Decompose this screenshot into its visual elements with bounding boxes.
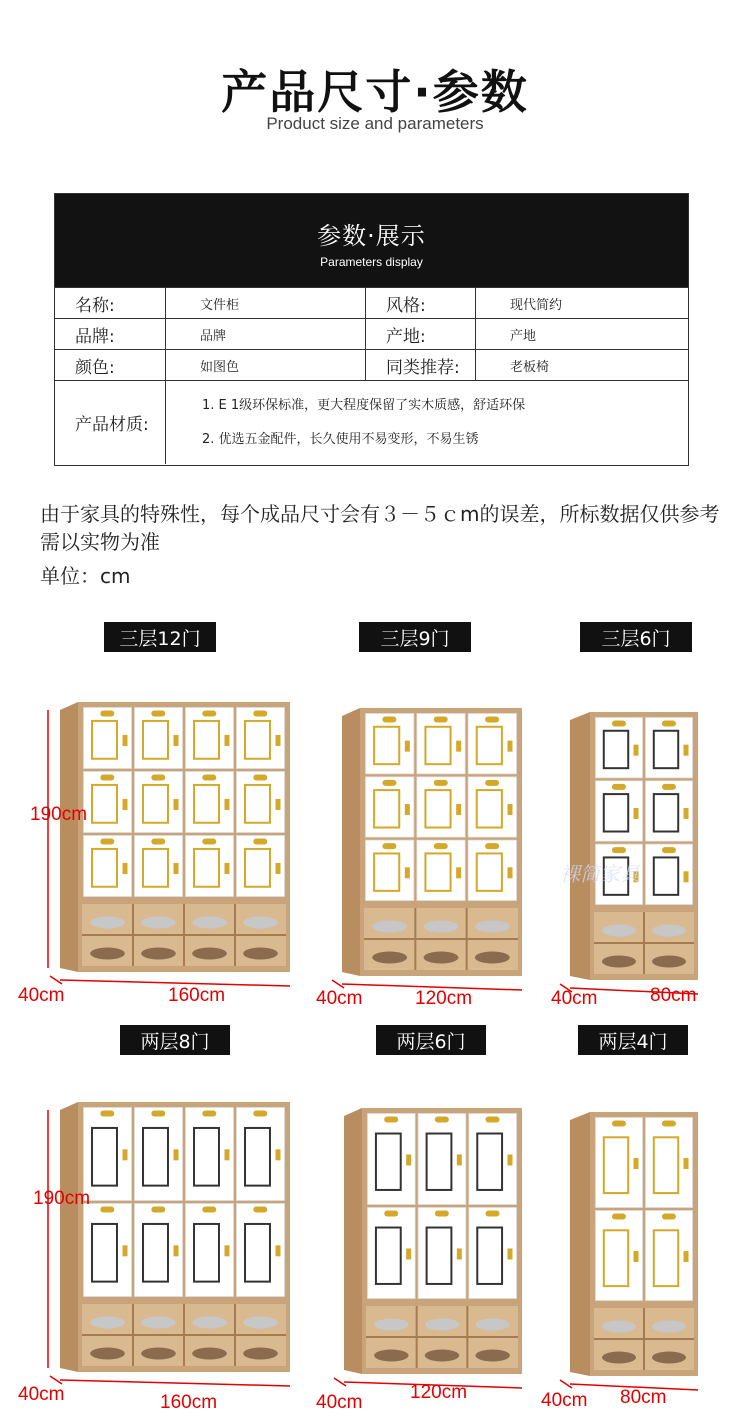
- param-value: 文件柜: [166, 288, 366, 318]
- lock-icon: [508, 741, 513, 752]
- number-plate-icon: [151, 775, 165, 781]
- shoes-icon: [475, 952, 510, 964]
- number-plate-icon: [100, 711, 114, 717]
- parameter-heading-en: Parameters display: [320, 255, 423, 269]
- number-plate-icon: [151, 1207, 165, 1213]
- shoes-icon: [192, 1348, 227, 1360]
- number-plate-icon: [151, 711, 165, 717]
- width-dimension: 120cm: [415, 988, 473, 1009]
- number-plate-icon: [253, 711, 267, 717]
- lock-icon: [457, 1154, 462, 1165]
- shoes-icon: [192, 917, 227, 929]
- number-plate-icon: [202, 1207, 216, 1213]
- lock-icon: [123, 1245, 128, 1256]
- width-dimension: 160cm: [168, 985, 226, 1006]
- number-plate-icon: [435, 1117, 449, 1123]
- number-plate-icon: [151, 839, 165, 845]
- lock-icon: [225, 735, 230, 746]
- param-key: 名称:: [55, 288, 166, 318]
- number-plate-icon: [662, 784, 676, 790]
- cabinet-side-panel: [60, 1102, 78, 1372]
- shoes-icon: [602, 925, 636, 937]
- parameter-heading: 参数·展示: [317, 222, 426, 250]
- number-plate-icon: [434, 717, 448, 723]
- depth-dimension: 40cm: [541, 1390, 588, 1411]
- shoes-icon: [602, 956, 636, 968]
- number-plate-icon: [382, 717, 396, 723]
- page-title: 产品尺寸·参数: [221, 65, 529, 119]
- shoes-icon: [374, 1350, 408, 1362]
- lock-icon: [456, 804, 461, 815]
- shoes-icon: [372, 952, 407, 964]
- depth-dimension: 40cm: [551, 988, 598, 1009]
- unit-label: 单位：cm: [40, 564, 131, 588]
- shoes-icon: [141, 1317, 176, 1329]
- number-plate-icon: [662, 847, 676, 853]
- number-plate-icon: [435, 1211, 449, 1217]
- lock-icon: [174, 863, 179, 874]
- depth-dimension: 40cm: [18, 1384, 65, 1405]
- shoes-icon: [243, 1348, 278, 1360]
- number-plate-icon: [151, 1111, 165, 1117]
- number-plate-icon: [100, 1111, 114, 1117]
- number-plate-icon: [662, 721, 676, 727]
- shoes-icon: [602, 1321, 636, 1333]
- shoes-icon: [475, 1350, 509, 1362]
- param-key: 同类推荐:: [366, 350, 476, 380]
- number-plate-icon: [253, 839, 267, 845]
- shoes-icon: [243, 1317, 278, 1329]
- cabinet-label: 两层8门: [120, 1025, 230, 1055]
- param-value: 现代简约: [510, 297, 563, 313]
- lock-icon: [276, 1149, 281, 1160]
- param-key: 产地:: [366, 319, 476, 349]
- cabinet-label: 三层6门: [580, 622, 692, 652]
- number-plate-icon: [253, 1111, 267, 1117]
- cabinet-side-panel: [570, 1112, 590, 1376]
- shoes-icon: [652, 1321, 686, 1333]
- lock-icon: [634, 1158, 639, 1169]
- shoes-icon: [425, 1350, 459, 1362]
- number-plate-icon: [485, 780, 499, 786]
- lock-icon: [174, 799, 179, 810]
- lock-icon: [456, 867, 461, 878]
- number-plate-icon: [662, 1214, 676, 1220]
- number-plate-icon: [202, 839, 216, 845]
- lock-icon: [508, 867, 513, 878]
- lock-icon: [684, 871, 689, 882]
- param-key: 产品材质:: [55, 381, 166, 464]
- number-plate-icon: [485, 717, 499, 723]
- cabinet-label: 三层12门: [104, 622, 216, 652]
- number-plate-icon: [662, 1121, 676, 1127]
- number-plate-icon: [382, 780, 396, 786]
- shoes-icon: [192, 948, 227, 960]
- shoes-icon: [652, 925, 686, 937]
- shoes-icon: [475, 921, 510, 933]
- lock-icon: [174, 1149, 179, 1160]
- number-plate-icon: [434, 843, 448, 849]
- lock-icon: [684, 1251, 689, 1262]
- lock-icon: [634, 808, 639, 819]
- cabinet-label: 三层9门: [359, 622, 471, 652]
- depth-dimension: 40cm: [316, 1392, 363, 1413]
- number-plate-icon: [612, 721, 626, 727]
- width-dimension-line: [60, 1380, 290, 1386]
- number-plate-icon: [100, 1207, 114, 1213]
- param-key: 颜色:: [55, 350, 166, 380]
- number-plate-icon: [100, 775, 114, 781]
- lock-icon: [684, 808, 689, 819]
- number-plate-icon: [612, 1214, 626, 1220]
- param-value: 产地: [510, 328, 537, 344]
- lock-icon: [406, 1248, 411, 1259]
- depth-dimension: 40cm: [316, 988, 363, 1009]
- number-plate-icon: [253, 775, 267, 781]
- cabinet-side-panel: [60, 702, 78, 972]
- number-plate-icon: [202, 775, 216, 781]
- number-plate-icon: [202, 711, 216, 717]
- number-plate-icon: [486, 1117, 500, 1123]
- number-plate-icon: [384, 1117, 398, 1123]
- number-plate-icon: [384, 1211, 398, 1217]
- number-plate-icon: [485, 843, 499, 849]
- shoes-icon: [90, 917, 125, 929]
- lock-icon: [123, 735, 128, 746]
- lock-icon: [406, 1154, 411, 1165]
- width-dimension: 80cm: [650, 985, 697, 1006]
- cabinet-label: 两层4门: [578, 1025, 688, 1055]
- lock-icon: [456, 741, 461, 752]
- lock-icon: [405, 804, 410, 815]
- lock-icon: [276, 1245, 281, 1256]
- param-value: 老板椅: [510, 359, 550, 375]
- shoes-icon: [141, 1348, 176, 1360]
- depth-dimension: 40cm: [18, 985, 65, 1006]
- cabinet-side-panel: [570, 712, 590, 980]
- number-plate-icon: [382, 843, 396, 849]
- width-dimension: 160cm: [160, 1392, 218, 1413]
- shoes-icon: [424, 952, 459, 964]
- param-key: 风格:: [366, 288, 476, 318]
- number-plate-icon: [100, 839, 114, 845]
- height-dimension: 190cm: [30, 804, 88, 825]
- lock-icon: [508, 804, 513, 815]
- width-dimension: 80cm: [620, 1387, 667, 1408]
- lock-icon: [457, 1248, 462, 1259]
- lock-icon: [123, 1149, 128, 1160]
- shoes-icon: [243, 948, 278, 960]
- shoes-icon: [372, 921, 407, 933]
- lock-icon: [508, 1154, 513, 1165]
- height-dimension: 190cm: [33, 1188, 91, 1209]
- shoes-icon: [141, 948, 176, 960]
- shoes-icon: [602, 1352, 636, 1364]
- number-plate-icon: [253, 1207, 267, 1213]
- cabinet-label: 两层6门: [376, 1025, 486, 1055]
- material-line: 1. E 1级环保标准，更大程度保留了实木质感，舒适环保: [202, 397, 526, 413]
- lock-icon: [405, 867, 410, 878]
- lock-icon: [684, 745, 689, 756]
- shoes-icon: [424, 921, 459, 933]
- lock-icon: [405, 741, 410, 752]
- lock-icon: [276, 735, 281, 746]
- cabinet-side-panel: [342, 708, 360, 976]
- shoes-icon: [243, 917, 278, 929]
- number-plate-icon: [612, 847, 626, 853]
- lock-icon: [123, 863, 128, 874]
- material-line: 2. 优选五金配件，长久使用不易变形，不易生锈: [202, 431, 479, 447]
- watermark: 裸简家具: [560, 862, 640, 886]
- width-dimension: 120cm: [410, 1382, 468, 1403]
- lock-icon: [225, 1149, 230, 1160]
- cabinet-side-panel: [344, 1108, 362, 1374]
- lock-icon: [225, 1245, 230, 1256]
- lock-icon: [174, 735, 179, 746]
- lock-icon: [634, 745, 639, 756]
- param-key: 品牌:: [55, 319, 166, 349]
- page-subtitle: Product size and parameters: [266, 114, 484, 133]
- number-plate-icon: [486, 1211, 500, 1217]
- shoes-icon: [90, 948, 125, 960]
- lock-icon: [634, 1251, 639, 1262]
- number-plate-icon: [612, 1121, 626, 1127]
- size-tolerance-note: 由于家具的特殊性，每个成品尺寸会有３－５ｃm的误差，所标数据仅供参考需以实物为准: [40, 502, 720, 554]
- lock-icon: [225, 863, 230, 874]
- shoes-icon: [425, 1319, 459, 1331]
- shoes-icon: [652, 956, 686, 968]
- shoes-icon: [192, 1317, 227, 1329]
- number-plate-icon: [202, 1111, 216, 1117]
- shoes-icon: [90, 1317, 125, 1329]
- shoes-icon: [90, 1348, 125, 1360]
- shoes-icon: [141, 917, 176, 929]
- lock-icon: [684, 1158, 689, 1169]
- shoes-icon: [652, 1352, 686, 1364]
- shoes-icon: [475, 1319, 509, 1331]
- lock-icon: [225, 799, 230, 810]
- param-value: 品牌: [166, 319, 366, 349]
- number-plate-icon: [612, 784, 626, 790]
- number-plate-icon: [434, 780, 448, 786]
- lock-icon: [276, 799, 281, 810]
- lock-icon: [174, 1245, 179, 1256]
- lock-icon: [123, 799, 128, 810]
- param-value: 如图色: [166, 350, 366, 380]
- shoes-icon: [374, 1319, 408, 1331]
- lock-icon: [508, 1248, 513, 1259]
- lock-icon: [276, 863, 281, 874]
